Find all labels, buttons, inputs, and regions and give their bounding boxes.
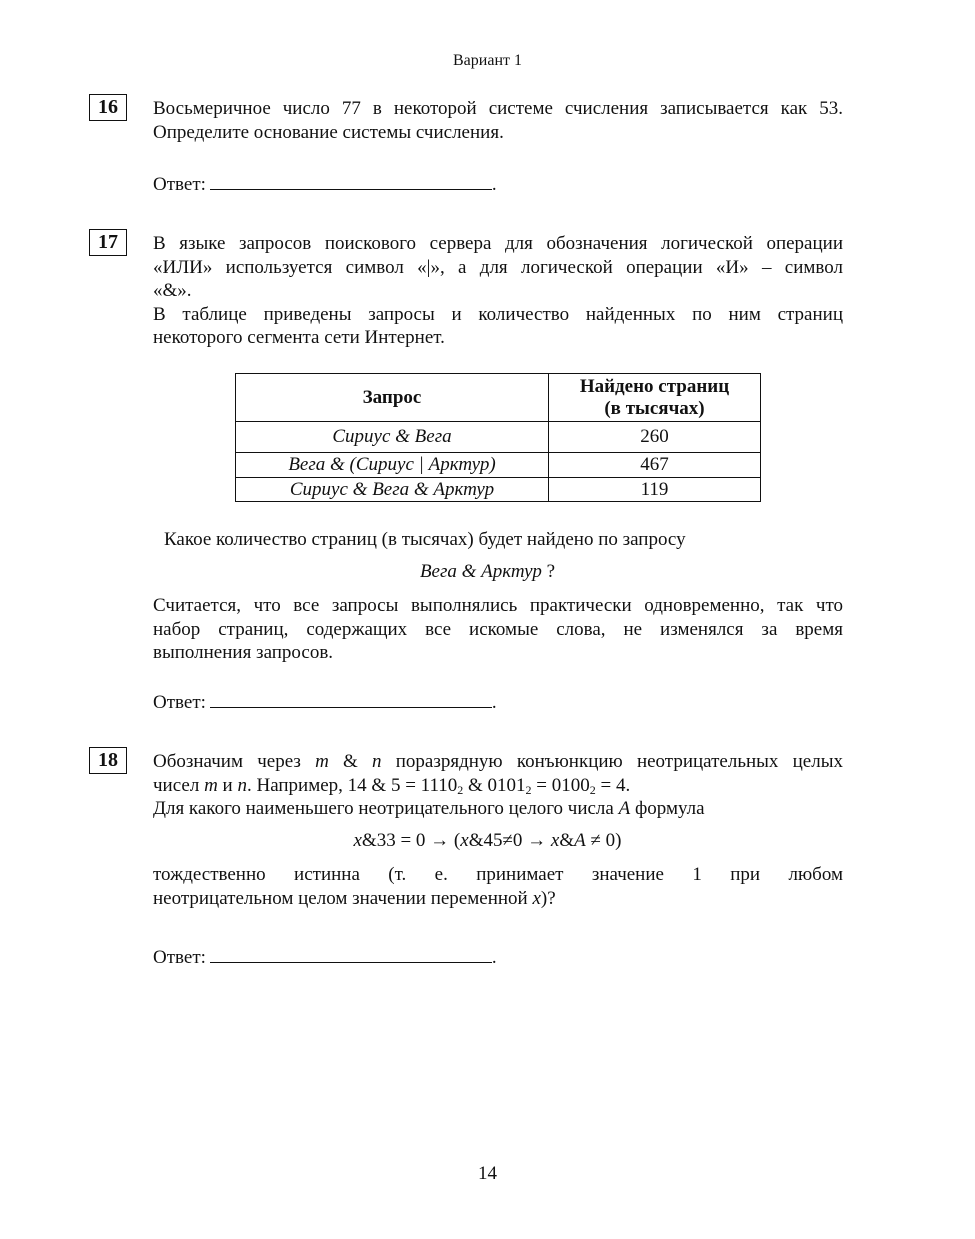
q18-text: )? bbox=[540, 887, 556, 909]
q17-note bbox=[153, 594, 843, 665]
var-n: n bbox=[372, 751, 382, 772]
query-table bbox=[235, 373, 761, 502]
var-x: x bbox=[353, 830, 362, 851]
question-18-tail bbox=[153, 863, 843, 910]
q18-line-3 bbox=[153, 797, 843, 821]
answer-field-18[interactable] bbox=[153, 945, 497, 969]
answer-label: Ответ: bbox=[153, 174, 206, 195]
var-m: m bbox=[315, 751, 329, 772]
answer-blank[interactable] bbox=[210, 945, 492, 963]
table-row bbox=[236, 422, 761, 453]
q17-intro-line-5: некоторого сегмента сети Интернет. bbox=[153, 327, 445, 348]
table-cell-found: 119 bbox=[549, 478, 761, 502]
var-x: x bbox=[532, 887, 541, 909]
question-number-18: 18 bbox=[89, 747, 127, 774]
answer-blank[interactable] bbox=[210, 690, 492, 708]
q18-text: . Например, 14 & 5 = 1110 bbox=[246, 774, 458, 796]
var-A: A bbox=[574, 830, 586, 851]
q18-formula bbox=[0, 830, 975, 852]
table-header-row bbox=[236, 374, 761, 422]
formula-part: &33 = 0 → ( bbox=[361, 830, 461, 851]
q17-intro-line-2: «ИЛИ» используется символ «|», а для логической операции «И» – символ bbox=[153, 256, 843, 278]
q17-target-query bbox=[0, 561, 975, 583]
table-row bbox=[236, 478, 761, 502]
q18-text: = 4. bbox=[595, 774, 631, 796]
var-x: x bbox=[550, 830, 560, 851]
var-A: A bbox=[618, 798, 631, 819]
page-header: Вариант 1 bbox=[453, 52, 522, 69]
var-m: m bbox=[204, 774, 218, 796]
q18-text: неотрицательном целом значении переменной bbox=[153, 887, 533, 909]
page-number: 14 bbox=[478, 1163, 497, 1184]
table-row bbox=[236, 453, 761, 478]
answer-period: . bbox=[491, 947, 497, 968]
col-header-found-line-2: (в тысячах) bbox=[604, 397, 705, 419]
answer-period: . bbox=[491, 692, 497, 713]
col-header-query: Запрос bbox=[236, 374, 549, 422]
q18-text: и bbox=[217, 774, 238, 796]
table-cell-query: Сириус & Вега bbox=[236, 422, 549, 453]
q18-text: чисел bbox=[153, 774, 205, 796]
formula-part: & bbox=[559, 830, 575, 851]
answer-label: Ответ: bbox=[153, 947, 206, 968]
subscript: 2 bbox=[525, 782, 532, 797]
q17-intro-line-1: В языке запросов поискового сервера для обозначения логической операции bbox=[153, 233, 843, 254]
q17-note-line-1: Считается, что все запросы выполнялись практически одновременно, так что bbox=[153, 595, 843, 616]
q17-question: Какое количество страниц (в тысячах) будет найдено по запросу bbox=[164, 529, 686, 550]
q18-text: Для какого наименьшего неотрицательного целого числа bbox=[153, 798, 619, 819]
q18-text: = 0100 bbox=[531, 774, 590, 796]
formula-part: &45≠0 → bbox=[468, 830, 551, 851]
q18-line-4: тождественно истинна (т. е. принимает значение 1 при любом bbox=[153, 864, 843, 885]
answer-field-16[interactable] bbox=[153, 172, 497, 196]
col-header-found bbox=[549, 374, 761, 422]
var-n: n bbox=[237, 774, 247, 796]
q17-intro-line-3: «&». bbox=[153, 280, 192, 301]
q18-text: & bbox=[328, 751, 373, 772]
target-query-suffix: ? bbox=[541, 561, 556, 582]
q18-line-1 bbox=[153, 750, 843, 774]
answer-field-17[interactable] bbox=[153, 690, 497, 714]
q18-line-2 bbox=[153, 774, 843, 798]
col-header-found-line-1: Найдено страниц bbox=[579, 375, 730, 397]
answer-label: Ответ: bbox=[153, 692, 206, 713]
var-x: x bbox=[460, 830, 469, 851]
question-17-intro bbox=[153, 232, 843, 350]
table-cell-query: Сириус & Вега & Арктур bbox=[236, 478, 549, 502]
q18-text: Обозначим через bbox=[153, 751, 316, 772]
question-number-17: 17 bbox=[89, 229, 127, 256]
table-cell-query: Вега & (Сириус | Арктур) bbox=[236, 453, 549, 478]
q16-line-2: Определите основание системы счисления. bbox=[153, 121, 504, 143]
question-number-16: 16 bbox=[89, 94, 127, 121]
table-cell-found: 467 bbox=[549, 453, 761, 478]
q17-note-line-2: набор страниц, содержащих все искомые слова, не изменялся за время bbox=[153, 618, 843, 640]
q17-note-line-3: выполнения запросов. bbox=[153, 642, 334, 663]
answer-blank[interactable] bbox=[210, 172, 492, 190]
q18-line-5 bbox=[153, 887, 843, 911]
target-query: Вега & Арктур bbox=[419, 561, 542, 582]
table-cell-found: 260 bbox=[549, 422, 761, 453]
q18-text: формула bbox=[630, 798, 705, 819]
subscript: 2 bbox=[589, 782, 596, 797]
question-18-text bbox=[153, 750, 843, 821]
q18-text: поразрядную конъюнкцию неотрицательных целых bbox=[381, 751, 843, 772]
subscript: 2 bbox=[457, 782, 464, 797]
question-16-text bbox=[153, 97, 843, 144]
formula-part: ≠ 0) bbox=[585, 830, 622, 851]
answer-period: . bbox=[491, 174, 497, 195]
q17-intro-line-4: В таблице приведены запросы и количество найденных по ним страниц bbox=[153, 303, 843, 325]
q18-text: & 0101 bbox=[463, 774, 526, 796]
q16-line-1: Восьмеричное число 77 в некоторой системе счисления записывается как 53. bbox=[153, 98, 843, 119]
